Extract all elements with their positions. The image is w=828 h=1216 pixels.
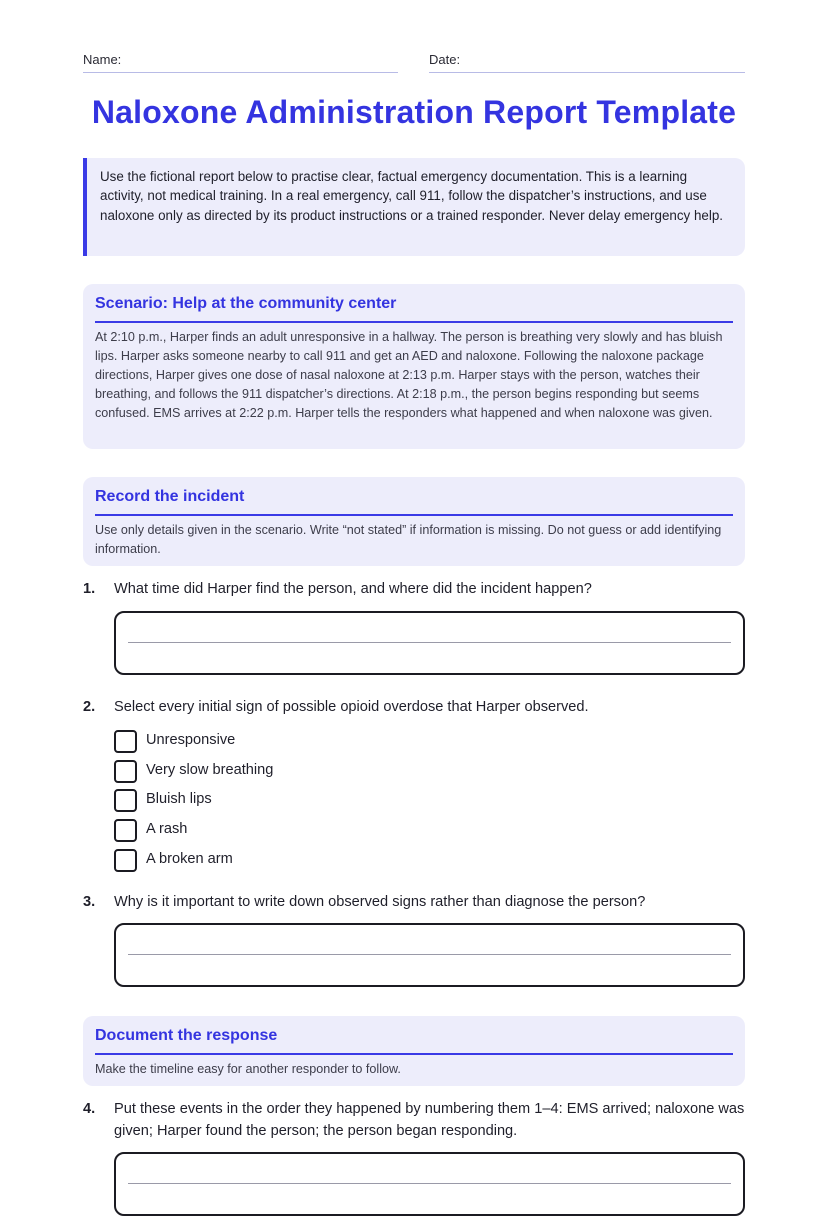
response-instructions: Make the timeline easy for another responder to follow. [95, 1062, 401, 1076]
scenario-card [83, 284, 745, 449]
question-number: 1. [83, 581, 96, 597]
option-a-broken-arm[interactable] [114, 848, 514, 872]
checkbox[interactable] [114, 760, 137, 783]
safety-notice: Use the fictional report below to practise clear, factual emergency documentation. This is a learning activity, not medical training. In a real emergency, call 911, follow the dispatcher’s instructions, and use naloxone only as directed by its product instructions or a trained responder. Never delay emergency help. [83, 158, 745, 256]
option-unresponsive[interactable] [114, 729, 514, 753]
checkbox[interactable] [114, 730, 137, 753]
option-label: A broken arm [146, 851, 233, 867]
date-label: Date: [429, 52, 461, 67]
option-label: Unresponsive [146, 732, 236, 748]
answer-box-1[interactable] [114, 611, 745, 675]
checkbox[interactable] [114, 819, 137, 842]
record-title: Record the incident [95, 487, 733, 516]
question-number: 3. [83, 894, 96, 910]
answer-line [128, 642, 731, 643]
record-instructions: Use only details given in the scenario. Write “not stated” if information is missing. Do not guess or add identifying information. [95, 523, 722, 556]
name-label: Name: [83, 52, 122, 67]
date-field[interactable] [429, 52, 745, 73]
option-label: Bluish lips [146, 791, 212, 807]
page-title: Naloxone Administration Report Template [91, 94, 737, 130]
question-text: Put these events in the order they happened by numbering them 1–4: EMS arrived; naloxone was given; Harper found the person; the person began responding. [114, 1101, 745, 1139]
option-label: A rash [146, 821, 188, 837]
scenario-body: At 2:10 p.m., Harper finds an adult unresponsive in a hallway. The person is breathing very slowly and has bluish lips. Harper asks someone nearby to call 911 and get an AED and naloxone. Following the naloxone package directions, Harper gives one dose of nasal naloxone at 2:13 p.m. Harper stays with the person, watches their breathing, and follows the 911 dispatcher’s directions. At 2:18 p.m., the person begins responding but seems confused. EMS arrives at 2:22 p.m. Harper tells the responders what happened and when naloxone was given. [95, 330, 723, 420]
answer-line [128, 954, 731, 955]
option-very-slow-breathing[interactable] [114, 759, 514, 783]
response-card [83, 1016, 745, 1086]
answer-box-4[interactable] [114, 1152, 745, 1216]
checkbox[interactable] [114, 789, 137, 812]
scenario-title: Scenario: Help at the community center [95, 294, 733, 323]
question-text: What time did Harper find the person, and where did the incident happen? [114, 581, 592, 597]
answer-box-3[interactable] [114, 923, 745, 987]
record-card [83, 477, 745, 566]
question-text: Why is it important to write down observed signs rather than diagnose the person? [114, 894, 646, 910]
name-field[interactable] [83, 52, 398, 73]
option-label: Very slow breathing [146, 762, 274, 778]
question-text: Select every initial sign of possible opioid overdose that Harper observed. [114, 699, 589, 715]
answer-line [128, 1183, 731, 1184]
option-bluish-lips[interactable] [114, 788, 514, 812]
header-fields [83, 52, 745, 74]
question-number: 2. [83, 699, 96, 715]
question-number: 4. [83, 1101, 96, 1117]
checkbox[interactable] [114, 849, 137, 872]
option-a-rash[interactable] [114, 818, 514, 842]
response-title: Document the response [95, 1026, 733, 1055]
